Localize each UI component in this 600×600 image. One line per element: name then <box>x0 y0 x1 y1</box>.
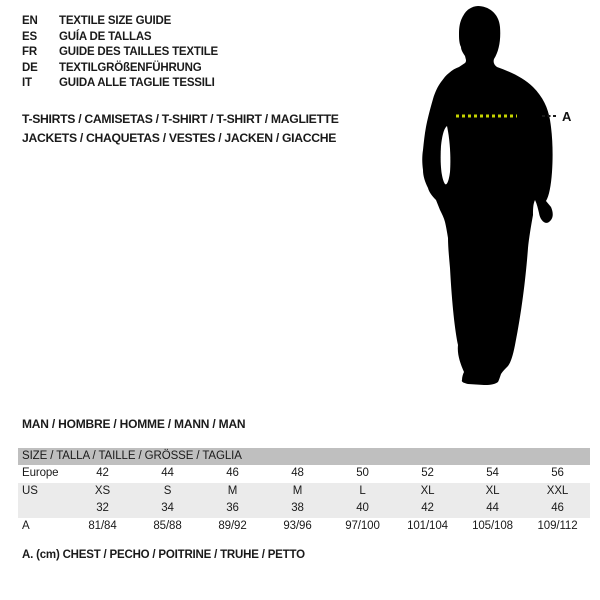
measurement-footnote: A. (cm) CHEST / PECHO / POITRINE / TRUHE / PETTO <box>22 549 305 561</box>
table-cell: S <box>163 484 172 497</box>
section-title-man: MAN / HOMBRE / HOMME / MANN / MAN <box>22 417 246 431</box>
table-cell: 46 <box>226 467 239 479</box>
row-label <box>18 500 70 518</box>
table-cell: 44 <box>161 467 174 479</box>
table-row <box>18 483 590 501</box>
measure-label-a: A <box>562 109 572 124</box>
language-label: GUÍA DE TALLAS <box>59 30 152 43</box>
table-cell: 54 <box>486 467 499 479</box>
table-cell: 48 <box>291 467 304 479</box>
table-cell: XL <box>485 484 500 497</box>
table-cell: 38 <box>291 502 304 514</box>
table-cell: 89/92 <box>218 519 247 532</box>
man-silhouette <box>422 6 552 385</box>
table-cell: 50 <box>356 467 369 479</box>
table-cell: 81/84 <box>88 519 117 532</box>
table-row <box>18 500 590 518</box>
table-cell: XL <box>420 484 435 497</box>
row-label: A <box>22 519 30 532</box>
language-label: GUIDE DES TAILLES TEXTILE <box>59 46 218 59</box>
table-header: SIZE / TALLA / TAILLE / GRÖSSE / TAGLIA <box>18 448 590 465</box>
table-body <box>18 465 590 535</box>
table-cell: 42 <box>96 467 109 479</box>
table-cell: 93/96 <box>283 519 312 532</box>
table-row <box>18 518 590 536</box>
table-cell: 44 <box>486 502 499 514</box>
table-cell: 97/100 <box>345 519 380 532</box>
table-cell: 52 <box>421 467 434 479</box>
language-label: GUIDA ALLE TAGLIE TESSILI <box>59 77 215 90</box>
table-cell: 101/104 <box>407 519 448 532</box>
language-code: ES <box>22 30 37 43</box>
table-cell: 32 <box>96 502 109 514</box>
language-code: DE <box>22 61 38 74</box>
table-cell: L <box>359 484 366 497</box>
table-cell: 85/88 <box>153 519 182 532</box>
table-cell: 105/108 <box>472 519 513 532</box>
table-cell: 109/112 <box>537 519 578 532</box>
table-cell: M <box>292 484 303 497</box>
row-label: US <box>22 484 38 497</box>
table-cell: 46 <box>551 502 564 514</box>
row-label: Europe <box>22 467 59 479</box>
table-cell: 56 <box>551 467 564 479</box>
size-table <box>18 448 590 535</box>
table-cell: 36 <box>226 502 239 514</box>
language-code: FR <box>22 46 37 59</box>
table-cell: XS <box>94 484 111 497</box>
table-cell: XXL <box>546 484 569 497</box>
language-code: EN <box>22 15 38 27</box>
table-cell: 42 <box>421 502 434 514</box>
language-label: TEXTILE SIZE GUIDE <box>59 15 172 27</box>
language-label: TEXTILGRÖßENFÜHRUNG <box>59 61 202 74</box>
table-cell: 34 <box>161 502 174 514</box>
category-line-jackets: JACKETS / CHAQUETAS / VESTES / JACKEN / GIACCHE <box>22 131 337 145</box>
table-cell: 40 <box>356 502 369 514</box>
table-row <box>18 465 590 483</box>
table-cell: M <box>227 484 238 497</box>
language-code: IT <box>22 77 32 90</box>
category-line-tshirts: T-SHIRTS / CAMISETAS / T-SHIRT / T-SHIRT / MAGLIETTE <box>22 112 339 126</box>
